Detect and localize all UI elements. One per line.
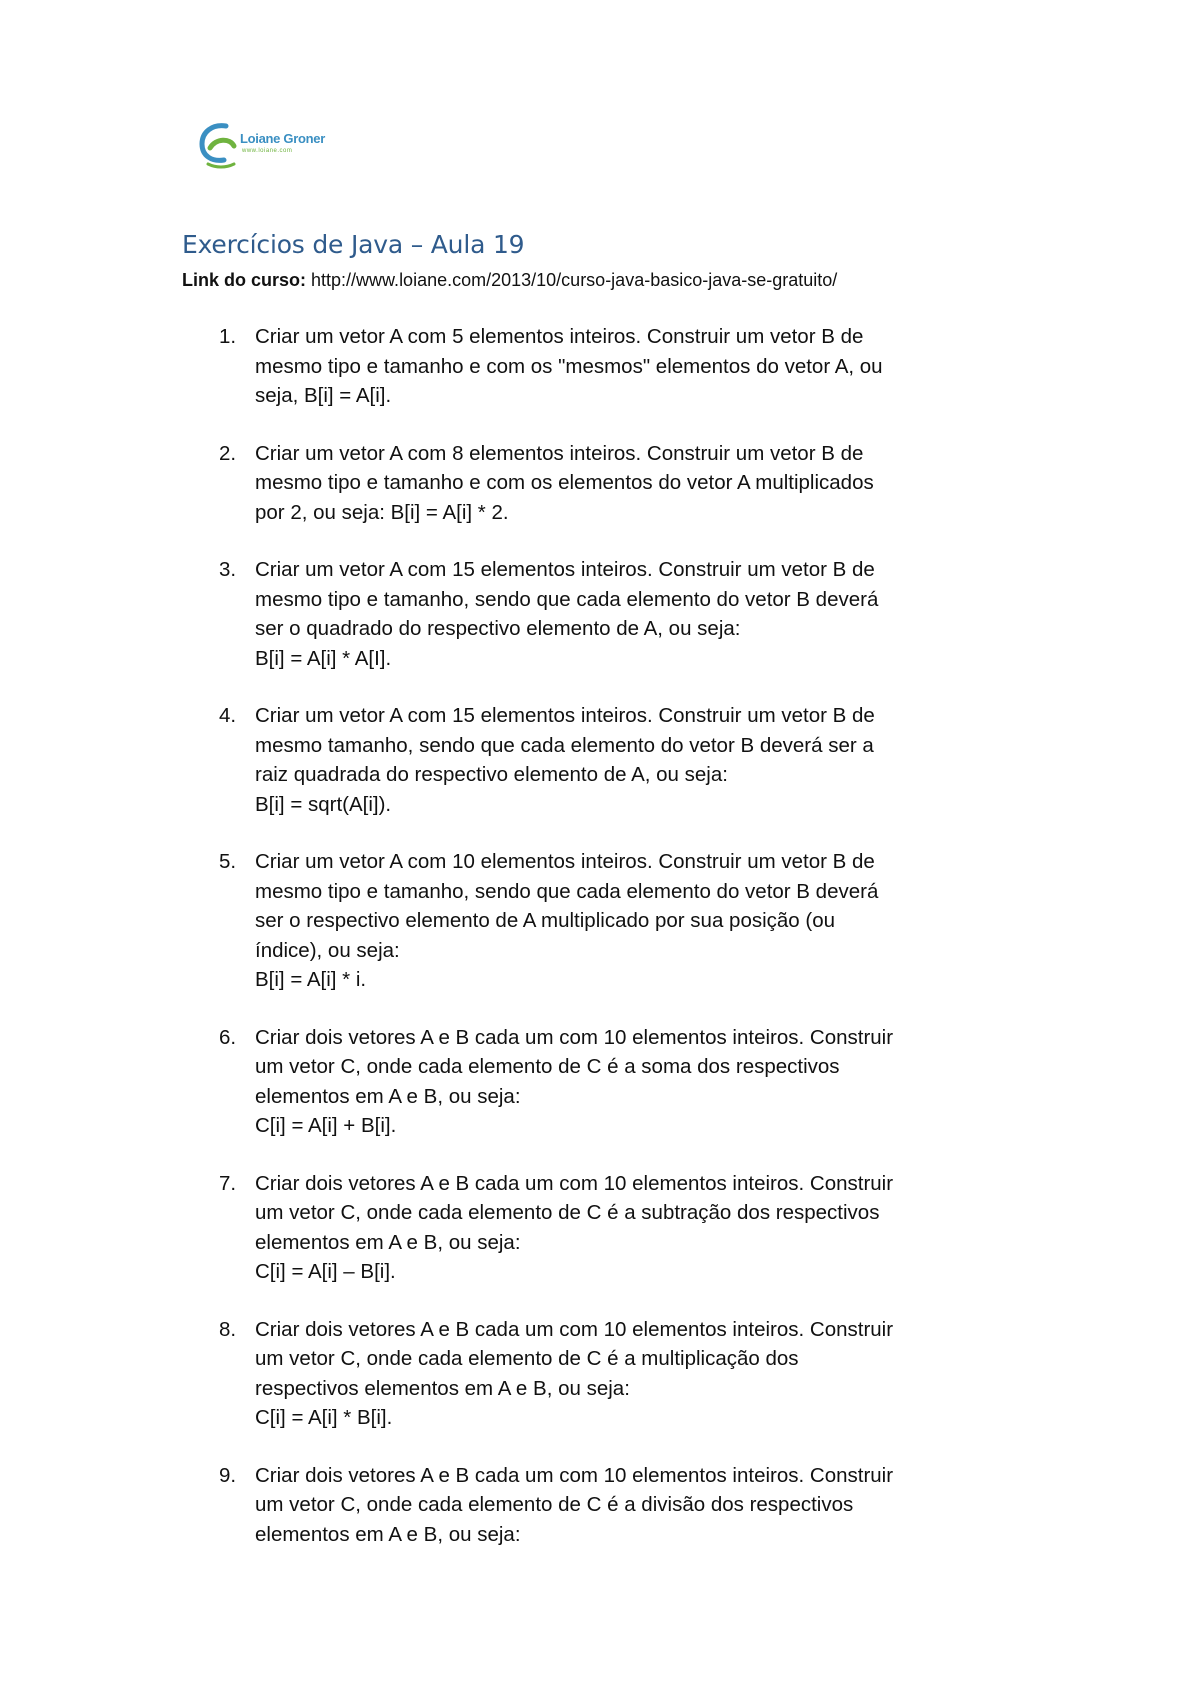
exercise-item xyxy=(0,1461,1200,1550)
exercise-line: um vetor C, onde cada elemento de C é a divisão dos respectivos xyxy=(255,1493,854,1516)
exercise-text xyxy=(255,555,1045,673)
course-link-line xyxy=(182,270,837,291)
exercise-item xyxy=(0,555,1200,673)
logo-tagline: www.loiane.com xyxy=(242,148,293,154)
exercise-line: Criar um vetor A com 15 elementos inteiros. Construir um vetor B de xyxy=(255,704,875,727)
exercise-line: mesmo tipo e tamanho e com os elementos do vetor A multiplicados xyxy=(255,471,874,494)
exercise-line: um vetor C, onde cada elemento de C é a subtração dos respectivos xyxy=(255,1201,880,1224)
exercise-item xyxy=(0,1023,1200,1141)
exercise-list xyxy=(0,322,1200,1577)
exercise-line: um vetor C, onde cada elemento de C é a multiplicação dos xyxy=(255,1347,799,1370)
exercise-item xyxy=(0,439,1200,528)
exercise-text xyxy=(255,1315,1045,1433)
exercise-number: 4. xyxy=(219,704,237,727)
exercise-item xyxy=(0,1315,1200,1433)
exercise-line: B[i] = sqrt(A[i]). xyxy=(255,792,392,816)
exercise-line: elementos em A e B, ou seja: xyxy=(255,1084,521,1108)
page-title: Exercícios de Java – Aula 19 xyxy=(182,230,525,259)
exercise-number: 7. xyxy=(219,1171,237,1195)
exercise-number: 1. xyxy=(219,325,237,348)
exercise-number: 2. xyxy=(219,441,237,465)
exercise-line: seja, B[i] = A[i]. xyxy=(255,384,392,407)
course-link-label: Link do curso: xyxy=(182,270,307,290)
logo-name: Loiane Groner xyxy=(240,131,325,146)
exercise-line: Criar um vetor A com 10 elementos inteiros. Construir um vetor B de xyxy=(255,850,875,873)
exercise-number: 5. xyxy=(219,850,237,873)
exercise-text xyxy=(255,1023,1045,1141)
exercise-line: Criar um vetor A com 15 elementos inteiros. Construir um vetor B de xyxy=(255,558,875,581)
exercise-line: elementos em A e B, ou seja: xyxy=(255,1230,521,1254)
exercise-line: C[i] = A[i] * B[i]. xyxy=(255,1406,393,1429)
exercise-number: 9. xyxy=(219,1463,237,1487)
exercise-line: Criar dois vetores A e B cada um com 10 elementos inteiros. Construir xyxy=(255,1317,894,1341)
exercise-text xyxy=(255,701,1045,819)
exercise-item xyxy=(0,847,1200,995)
exercise-line: C[i] = A[i] + B[i]. xyxy=(255,1114,397,1137)
exercise-number: 6. xyxy=(219,1025,237,1049)
exercise-line: raiz quadrada do respectivo elemento de A, ou seja: xyxy=(255,763,728,786)
exercise-line: Criar um vetor A com 8 elementos inteiros. Construir um vetor B de xyxy=(255,441,864,465)
exercise-text xyxy=(255,322,1045,411)
exercise-item xyxy=(0,1169,1200,1287)
exercise-number: 8. xyxy=(219,1317,237,1341)
exercise-line: Criar dois vetores A e B cada um com 10 elementos inteiros. Construir xyxy=(255,1171,894,1195)
exercise-item xyxy=(0,322,1200,411)
exercise-line: mesmo tipo e tamanho e com os "mesmos" elementos do vetor A, ou xyxy=(255,354,883,378)
exercise-text xyxy=(255,1461,1045,1550)
exercise-line: um vetor C, onde cada elemento de C é a soma dos respectivos xyxy=(255,1055,840,1078)
exercise-line: B[i] = A[i] * i. xyxy=(255,968,367,991)
exercise-text xyxy=(255,1169,1045,1287)
logo xyxy=(196,118,326,174)
exercise-line: elementos em A e B, ou seja: xyxy=(255,1522,521,1546)
exercise-line: B[i] = A[i] * A[I]. xyxy=(255,646,392,670)
exercise-line: mesmo tamanho, sendo que cada elemento do vetor B deverá ser a xyxy=(255,733,874,757)
exercise-line: C[i] = A[i] – B[i]. xyxy=(255,1260,396,1283)
exercise-line: ser o quadrado do respectivo elemento de A, ou seja: xyxy=(255,617,741,640)
exercise-line: índice), ou seja: xyxy=(255,938,400,962)
exercise-text xyxy=(255,439,1045,528)
exercise-number: 3. xyxy=(219,558,237,581)
exercise-line: ser o respectivo elemento de A multiplicado por sua posição (ou xyxy=(255,909,836,932)
exercise-item xyxy=(0,701,1200,819)
exercise-line: mesmo tipo e tamanho, sendo que cada elemento do vetor B deverá xyxy=(255,879,879,903)
exercise-line: Criar dois vetores A e B cada um com 10 elementos inteiros. Construir xyxy=(255,1463,894,1487)
exercise-line: mesmo tipo e tamanho, sendo que cada elemento do vetor B deverá xyxy=(255,587,879,611)
exercise-line: respectivos elementos em A e B, ou seja: xyxy=(255,1376,630,1400)
logo-mark-icon xyxy=(196,118,242,174)
exercise-line: por 2, ou seja: B[i] = A[i] * 2. xyxy=(255,500,509,524)
exercise-text xyxy=(255,847,1045,995)
course-link-url[interactable]: http://www.loiane.com/2013/10/curso-java-basico-java-se-gratuito/ xyxy=(311,270,838,290)
exercise-line: Criar dois vetores A e B cada um com 10 elementos inteiros. Construir xyxy=(255,1025,894,1049)
exercise-line: Criar um vetor A com 5 elementos inteiros. Construir um vetor B de xyxy=(255,325,864,348)
